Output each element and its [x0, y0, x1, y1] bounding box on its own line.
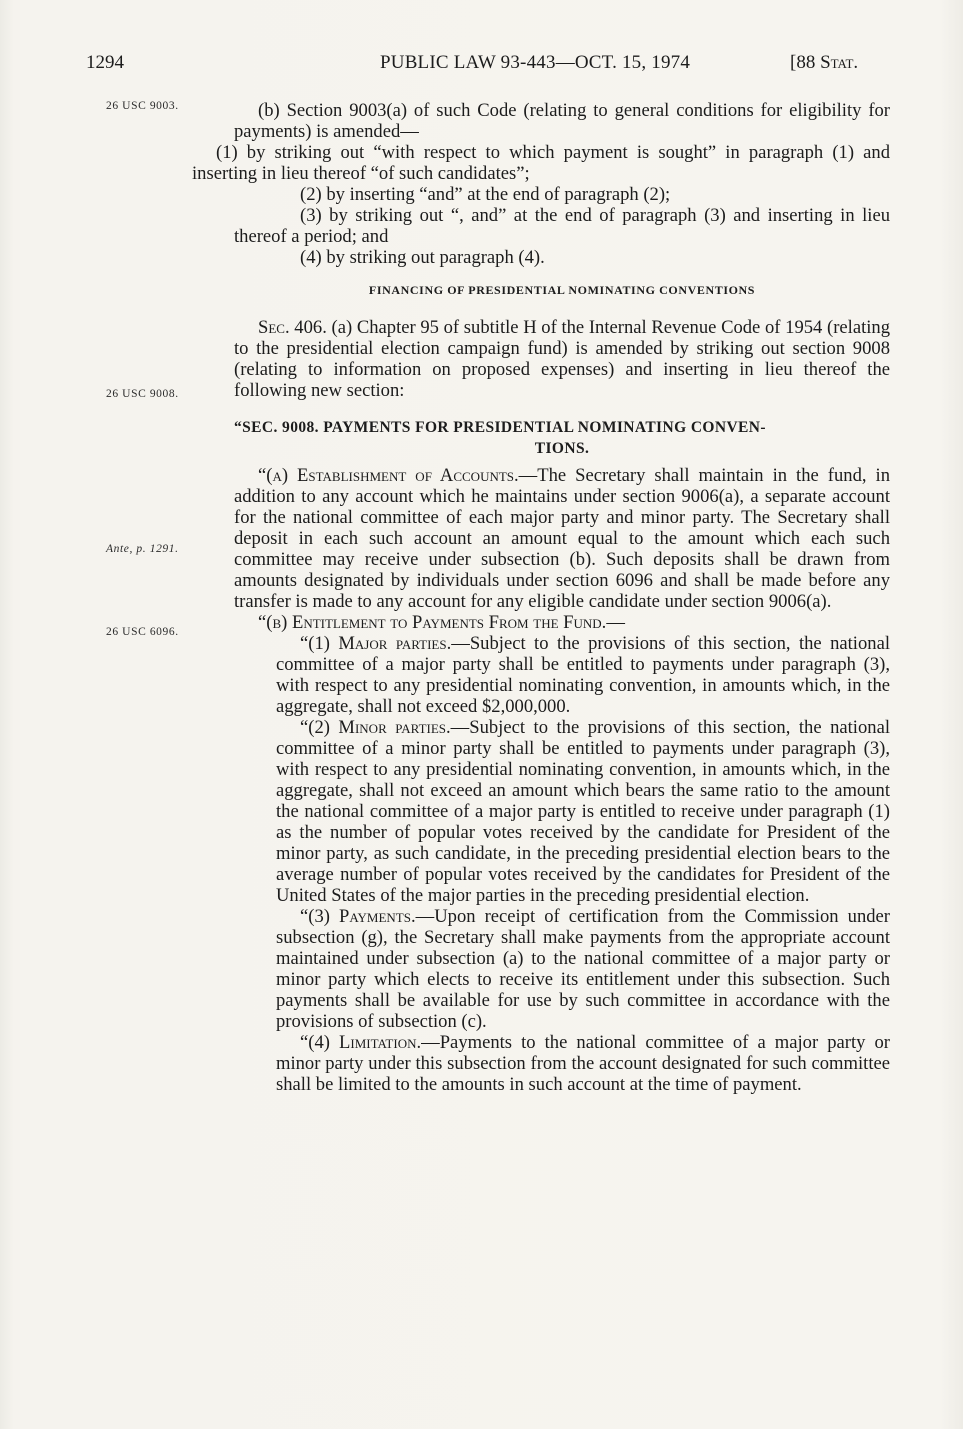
section-heading-financing: FINANCING OF PRESIDENTIAL NOMINATING CONVENTIONS	[368, 283, 756, 297]
margin-note-9008: 26 USC 9008.	[106, 388, 179, 400]
section-9008-heading-line1: “SEC. 9008. PAYMENTS FOR PRESIDENTIAL NOMINATING CONVEN-	[234, 419, 766, 436]
paragraph-b-1	[234, 633, 890, 717]
paragraph-b-1-label: “(1) Major parties.	[300, 633, 452, 654]
paragraph-b: (b) Section 9003(a) of such Code (relating to general conditions for eligibility for payments) is amended—	[234, 100, 890, 142]
margin-note-ante	[106, 543, 179, 555]
subsection-b-label: “(b) Entitlement to Payments From the Fund.	[258, 612, 607, 633]
page-number: 1294	[86, 52, 124, 73]
document-body	[192, 100, 890, 1095]
paragraph-b3: (3) by striking out “, and” at the end of paragraph (3) and inserting in lieu thereof a period; and	[234, 205, 890, 247]
paragraph-b1: (1) by striking out “with respect to which payment is sought” in paragraph (1) and inserting in lieu thereof “of such candidates”;	[192, 142, 890, 184]
subsection-b	[234, 612, 890, 633]
margin-note-ante-text: Ante, p. 1291.	[106, 543, 179, 555]
paragraph-b4: (4) by striking out paragraph (4).	[300, 247, 545, 268]
paragraph-b-3	[234, 906, 890, 1032]
paragraph-b-3-text: —Upon receipt of certification from the Commission under subsection (g), the Secretary shall make payments from the appropriate account maintained under subsection (a) to the national committee of a major party or minor party which elects to receive its entitlement under this subsection. Such payments shall be available for use by such committee in accordance with the provisions of subsection (c).	[276, 906, 890, 1032]
paragraph-b2: (2) by inserting “and” at the end of paragraph (2);	[300, 184, 671, 205]
paragraph-b-2-text: —Subject to the provisions of this section, the national committee of a minor party shall be entitled to payments under paragraph (3), with respect to any presidential nominating convention, in amounts which, in the aggregate, shall not exceed an amount which bears the same ratio to the amount the national committee of a major party is entitled to receive under paragraph (1) as the number of popular votes received by the candidate for President of the minor party, as such candidate, in the preceding presidential election bears to the average number of popular votes received by the candidates for President of the United States of the major parties in the preceding presidential election.	[276, 717, 890, 906]
paragraph-b-2-label: “(2) Minor parties.	[300, 717, 451, 738]
subsection-b-text: —	[606, 612, 625, 633]
section-9008-heading-line2: TIONS.	[534, 440, 590, 457]
page-header	[0, 52, 963, 82]
section-406	[234, 317, 890, 401]
paragraph-b-2	[234, 717, 890, 906]
section-406-label: Sec.	[258, 317, 290, 338]
margin-note-9003: 26 USC 9003.	[106, 100, 179, 112]
page-title: PUBLIC LAW 93-443—OCT. 15, 1974	[380, 52, 691, 73]
section-406-text: 406. (a) Chapter 95 of subtitle H of the Internal Revenue Code of 1954 (relating to the presidential election campaign fund) is amended by striking out section 9008 (relating to information on proposed expenses) and inserting in lieu thereof the following new section:	[234, 317, 890, 401]
section-9008-heading	[234, 417, 890, 459]
statute-reference: [88 Stat.	[790, 52, 859, 73]
paragraph-b-3-label: “(3) Payments.	[300, 906, 416, 927]
paragraph-b-4-text: —Payments to the national committee of a major party or minor party under this subsection from the account designated for such committee shall be limited to the amounts in such account at the time of payment.	[276, 1032, 890, 1095]
margin-note-6096: 26 USC 6096.	[106, 626, 179, 638]
subsection-a-text: —The Secretary shall maintain in the fund, in addition to any account which he maintains under section 9006(a), a separate account for the national committee of each major party and minor party. The Secretary shall deposit in each such account an amount equal to the amount which each such committee may receive under subsection (b). Such deposits shall be drawn from amounts designated by individuals under section 6096 and shall be made before any transfer is made to any account for any eligible candidate under section 9006(a).	[234, 465, 890, 612]
subsection-a	[234, 465, 890, 612]
subsection-a-label: “(a) Establishment of Accounts.	[258, 465, 519, 486]
paragraph-b-4	[234, 1032, 890, 1095]
paragraph-b-1-text: —Subject to the provisions of this section, the national committee of a major party shall be entitled to payments under paragraph (3), with respect to any presidential nominating convention, in amounts which, in the aggregate, shall not exceed $2,000,000.	[276, 633, 890, 717]
paragraph-b-4-label: “(4) Limitation.	[300, 1032, 422, 1053]
